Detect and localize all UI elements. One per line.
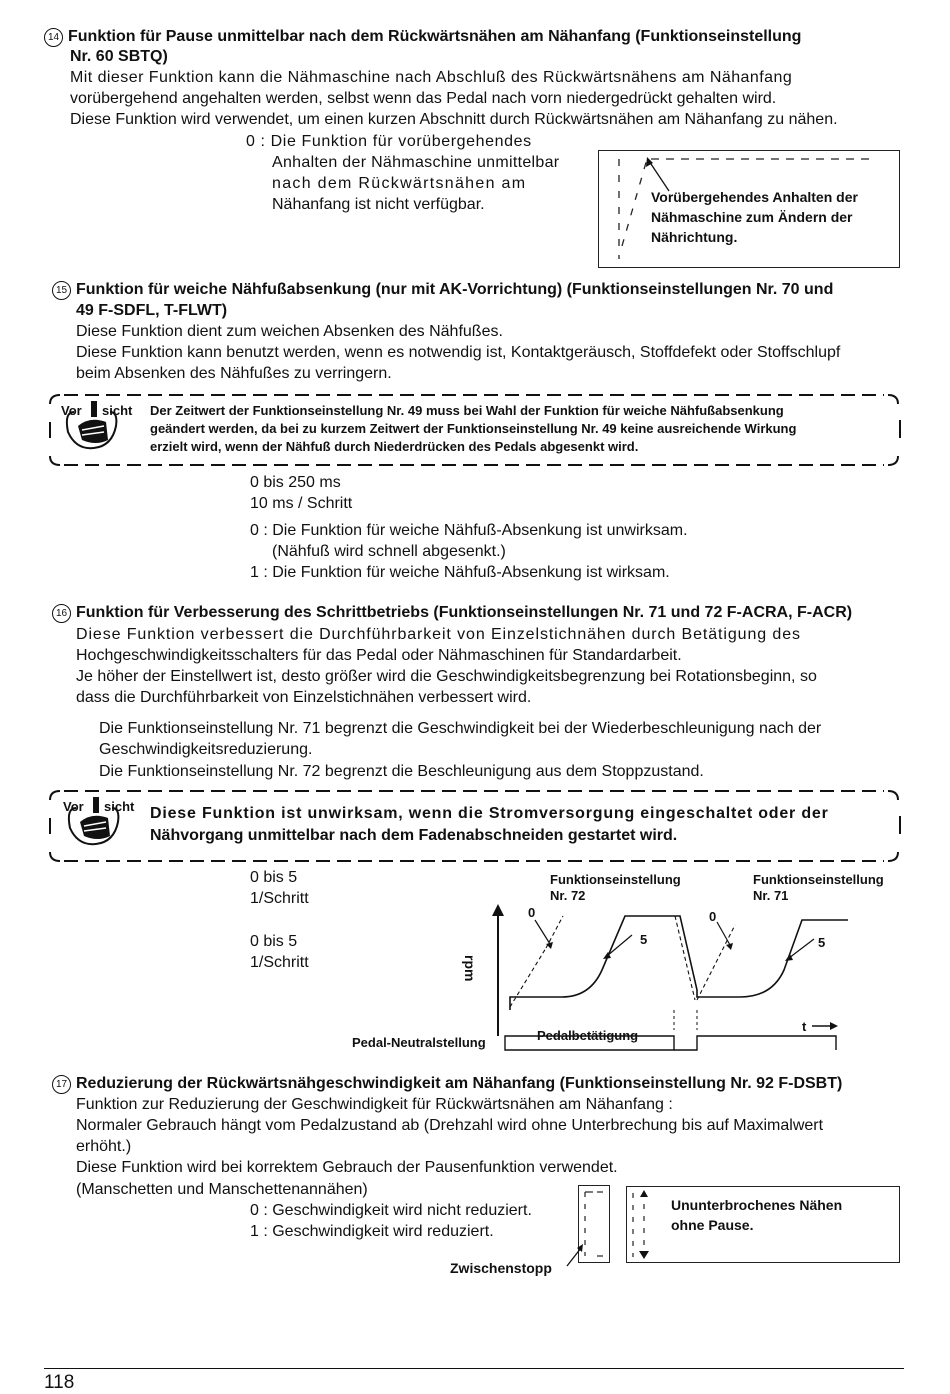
section-16-range: 0 bis 5 — [250, 933, 298, 950]
section-16-text: Je höher der Einstellwert ist, desto größer wird die Geschwindigkeitsbegrenzung bei Rotationsbeginn, so — [76, 668, 817, 685]
section-16-text: Die Funktionseinstellung Nr. 71 begrenzt die Geschwindigkeit bei der Wiederbeschleunigung nach der — [99, 720, 822, 737]
section-16-text: dass die Durchführbarkeit von Einzelstichnähen verbessert wird. — [76, 689, 532, 706]
caution-text: Nähvorgang unmittelbar nach dem Fadenabschneiden gestartet wird. — [150, 827, 678, 844]
caution-text: Diese Funktion ist unwirksam, wenn die Stromversorgung eingeschaltet oder der — [150, 805, 829, 822]
section-14-text: Mit dieser Funktion kann die Nähmaschine nach Abschluß des Rückwärtsnähens am Nähanfang — [70, 69, 793, 86]
caution-text: erzielt wird, wenn der Nähfuß durch Niederdrücken des Pedals abgesenkt wird. — [150, 439, 639, 454]
section-15-number: 15 — [52, 281, 71, 300]
chart-axis-label-t: t — [802, 1019, 807, 1034]
chart-value-label: 0 — [709, 909, 717, 924]
section-14-title: 14 Funktion für Pause unmittelbar nach dem Rückwärtsnähen am Nähanfang (Funktionseinstellung — [44, 27, 801, 47]
section-16-text: Geschwindigkeitsreduzierung. — [99, 741, 313, 758]
section-16-text: Diese Funktion verbessert die Durchführbarkeit von Einzelstichnähen durch Betätigung des — [76, 626, 801, 643]
section-16-range: 0 bis 5 — [250, 869, 298, 886]
section-15-range: 0 bis 250 ms — [250, 474, 341, 491]
section-17-text: Diese Funktion wird bei korrektem Gebrauch der Pausenfunktion verwendet. — [76, 1159, 618, 1176]
section-15-option-1: 1 : Die Funktion für weiche Nähfuß-Absenkung ist wirksam. — [250, 564, 670, 581]
pause-figure-caption: Nähmaschine zum Ändern der — [651, 209, 853, 225]
section-17-title: 17 Reduzierung der Rückwärtsnähgeschwindigkeit am Nähanfang (Funktionseinstellung Nr. 92 F-DSBT) — [52, 1074, 842, 1094]
acceleration-diagram — [490, 870, 850, 1050]
chart-annotation-71: Nr. 71 — [753, 888, 789, 903]
caution-label: sicht — [104, 799, 135, 814]
section-14-title-cont: Nr. 60 SBTQ) — [70, 48, 168, 65]
section-17-option-0: 0 : Geschwindigkeit wird nicht reduziert. — [250, 1202, 532, 1219]
continuous-sewing-caption: Ununterbrochenes Nähen — [671, 1197, 843, 1213]
section-17-number: 17 — [52, 1075, 71, 1094]
section-17-text: erhöht.) — [76, 1138, 132, 1155]
page-number: 118 — [44, 1372, 75, 1393]
caution-text: Der Zeitwert der Funktionseinstellung Nr. 49 muss bei Wahl der Funktion für weiche Nähfußabsenkung — [150, 403, 784, 418]
footer-rule — [44, 1368, 904, 1369]
section-15-title: 15 Funktion für weiche Nähfußabsenkung (nur mit AK-Vorrichtung) (Funktionseinstellungen Nr. 70 und — [52, 280, 833, 300]
section-16-number: 16 — [52, 604, 71, 623]
pause-figure-caption: Nährichtung. — [651, 229, 738, 245]
section-14-option-0: Anhalten der Nähmaschine unmittelbar — [272, 154, 560, 171]
section-14-number: 14 — [44, 28, 63, 47]
caution-hand-icon — [64, 796, 128, 846]
chart-value-label: 5 — [818, 935, 826, 950]
section-15-option-0-note: (Nähfuß wird schnell abgesenkt.) — [272, 543, 506, 560]
section-17-text: (Manschetten und Manschettenannähen) — [76, 1181, 368, 1198]
arrow-icon — [565, 1240, 595, 1270]
chart-annotation-72: Funktionseinstellung — [550, 872, 681, 887]
section-15-option-0: 0 : Die Funktion für weiche Nähfuß-Absenkung ist unwirksam. — [250, 522, 688, 539]
caution-label: sicht — [102, 403, 133, 418]
chart-value-label: 5 — [640, 932, 648, 947]
chart-axis-label-rpm: rpm — [462, 955, 478, 982]
section-16-text: Die Funktionseinstellung Nr. 72 begrenzt die Beschleunigung aus dem Stoppzustand. — [99, 763, 704, 780]
section-15-text: Diese Funktion kann benutzt werden, wenn es notwendig ist, Kontaktgeräusch, Stoffdefekt oder Stoffschlupf — [76, 344, 841, 361]
caution-text: geändert werden, da bei zu kurzem Zeitwert der Funktionseinstellung Nr. 49 keine ausreichende Wirkung — [150, 421, 797, 436]
chart-value-label: 0 — [528, 905, 536, 920]
continuous-sewing-figure — [626, 1186, 900, 1263]
continuous-sewing-caption: ohne Pause. — [671, 1217, 754, 1233]
caution-label: Vor — [61, 403, 82, 418]
section-15-text: beim Absenken des Nähfußes zu verringern. — [76, 365, 392, 382]
section-14-option-0: 0 : Die Funktion für vorübergehendes — [246, 133, 532, 150]
section-17-text: Normaler Gebrauch hängt vom Pedalzustand ab (Drehzahl wird ohne Unterbrechung bis auf Maximalwert — [76, 1117, 824, 1134]
section-15-title-cont: 49 F-SDFL, T-FLWT) — [76, 302, 228, 319]
section-17-text: Funktion zur Reduzierung der Geschwindigkeit für Rückwärtsnähen am Nähanfang : — [76, 1096, 673, 1113]
chart-label-pedal-neutral: Pedal-Neutralstellung — [352, 1035, 486, 1050]
zwischenstopp-label: Zwischenstopp — [450, 1260, 552, 1276]
caution-hand-icon — [62, 400, 126, 450]
section-16-step: 1/Schritt — [250, 954, 309, 971]
section-14-text: Diese Funktion wird verwendet, um einen kurzen Abschnitt durch Rückwärtsnähen am Nähanfang zu nähen. — [70, 111, 838, 128]
section-16-text: Hochgeschwindigkeitsschalters für das Pedal oder Nähmaschinen für Standardarbeit. — [76, 647, 682, 664]
section-14-option-0: Nähanfang ist nicht verfügbar. — [272, 196, 485, 213]
pause-figure — [598, 150, 900, 268]
pause-figure-caption: Vorübergehendes Anhalten der — [651, 189, 858, 205]
section-16-title: 16 Funktion für Verbesserung des Schrittbetriebs (Funktionseinstellungen Nr. 71 und 72 F-ACRA, F-ACR) — [52, 603, 852, 623]
section-14-option-0: nach dem Rückwärtsnähen am — [272, 175, 527, 192]
chart-annotation-72: Nr. 72 — [550, 888, 586, 903]
section-15-step: 10 ms / Schritt — [250, 495, 353, 512]
section-16-step: 1/Schritt — [250, 890, 309, 907]
section-17-option-1: 1 : Geschwindigkeit wird reduziert. — [250, 1223, 494, 1240]
section-15-text: Diese Funktion dient zum weichen Absenken des Nähfußes. — [76, 323, 503, 340]
caution-label: Vor — [63, 799, 84, 814]
section-14-text: vorübergehend angehalten werden, selbst wenn das Pedal nach vorn niedergedrückt gehalten wird. — [70, 90, 777, 107]
chart-annotation-71: Funktionseinstellung — [753, 872, 884, 887]
chart-label-pedal-action: Pedalbetätigung — [537, 1028, 639, 1043]
